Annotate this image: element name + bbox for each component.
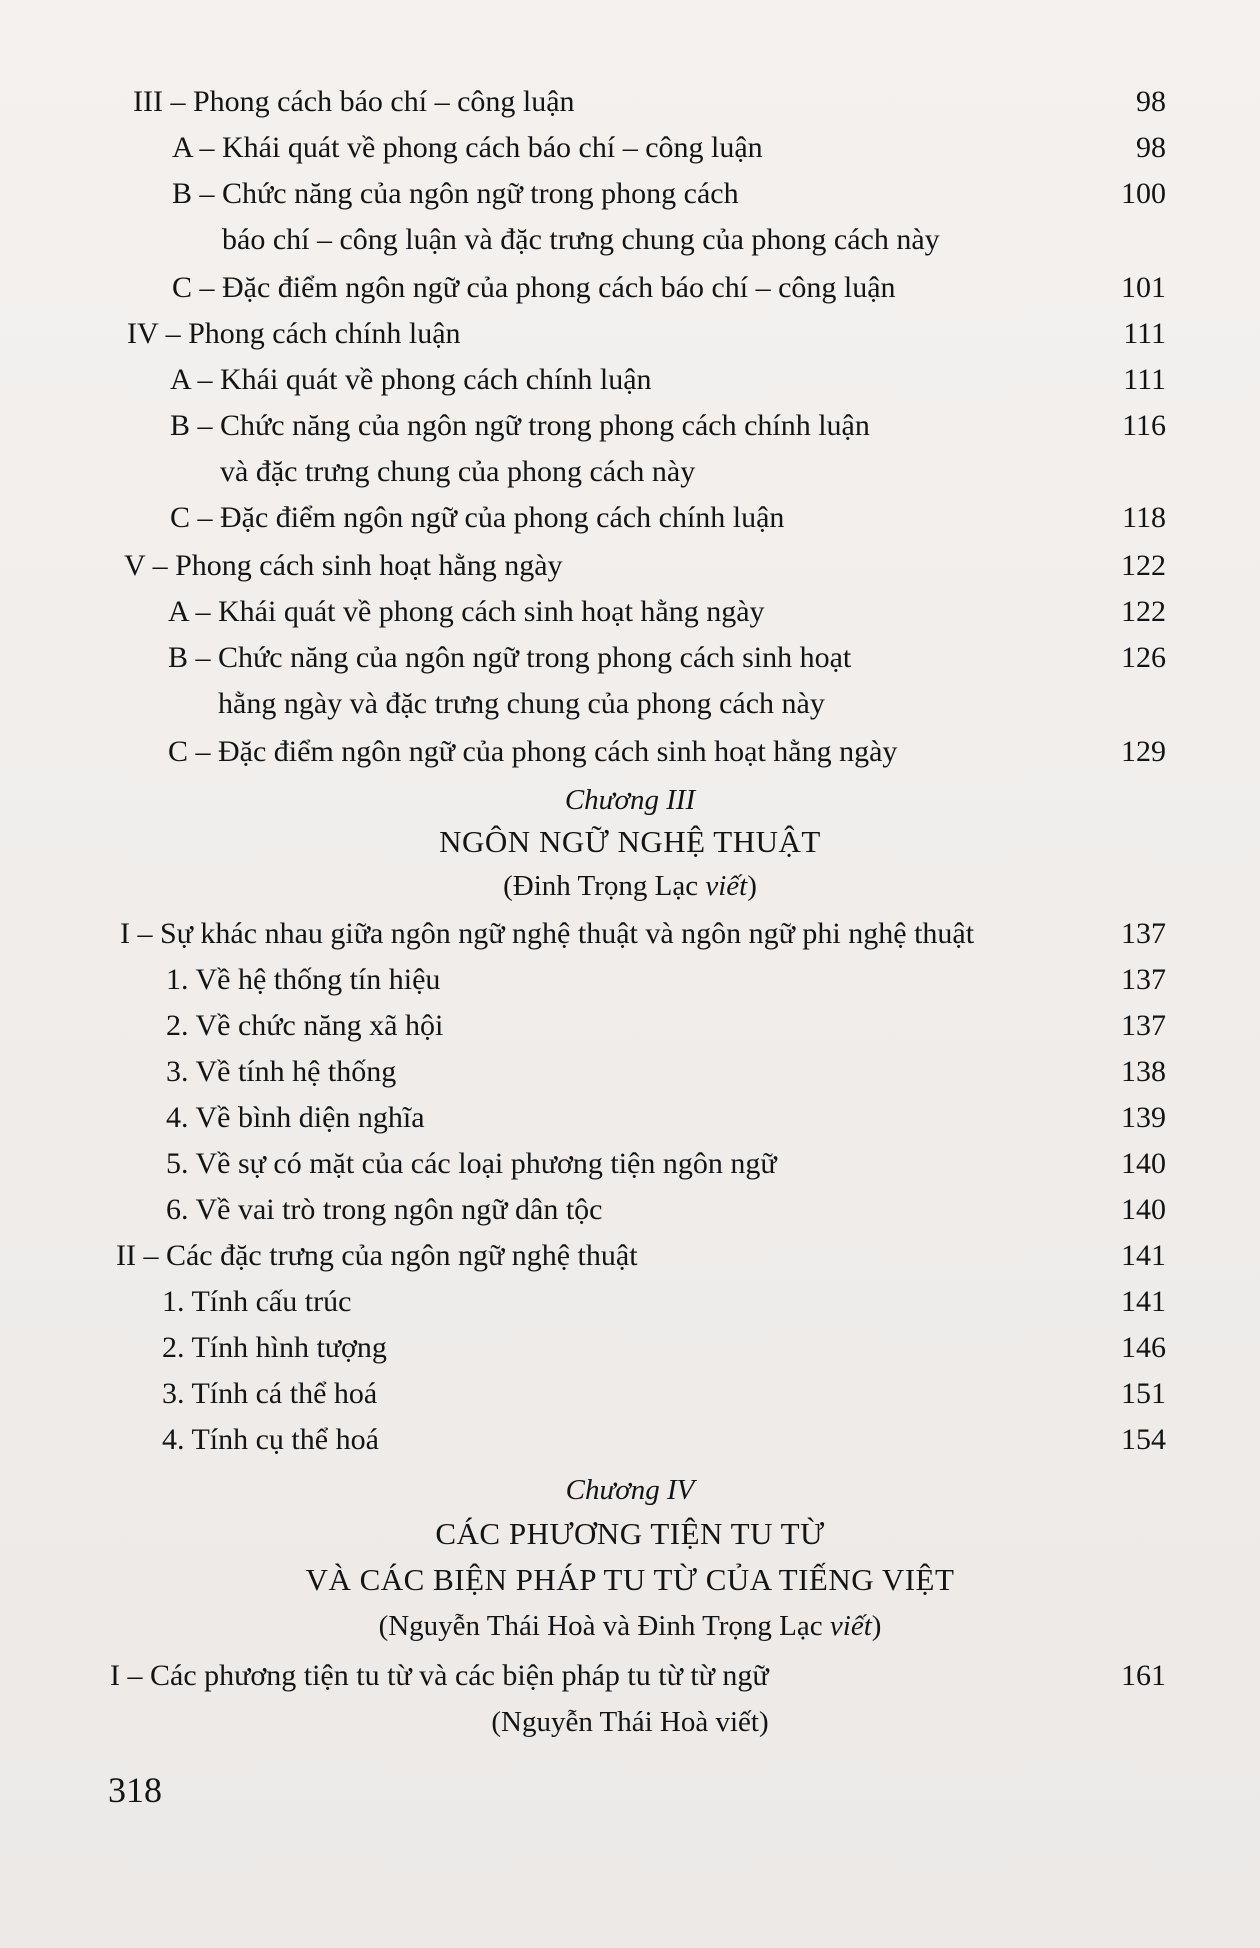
- toc-entry: [0, 1280, 1260, 1324]
- toc-entry-text: B – Chức năng của ngôn ngữ trong phong cách: [172, 177, 739, 210]
- toc-entry-page: 111: [1123, 363, 1166, 396]
- toc-entry-page: 161: [1121, 1659, 1166, 1692]
- chapter-title: NGÔN NGỮ NGHỆ THUẬT: [439, 824, 821, 859]
- toc-entry-text: V – Phong cách sinh hoạt hằng ngày: [124, 549, 563, 582]
- toc-entry-text: I – Các phương tiện tu từ và các biện pháp tu từ từ ngữ: [110, 1659, 769, 1692]
- toc-entry-text: 4. Tính cụ thể hoá: [162, 1423, 379, 1456]
- toc-entry: [0, 126, 1260, 170]
- toc-entry-text: II – Các đặc trưng của ngôn ngữ nghệ thuật: [116, 1239, 638, 1272]
- toc-entry: [0, 1234, 1260, 1278]
- byline-verb: viết: [705, 870, 748, 902]
- toc-entry-page: 137: [1121, 917, 1166, 950]
- toc-entry-continuation: [0, 450, 1260, 494]
- toc-entry-text: A – Khái quát về phong cách báo chí – công luận: [172, 131, 763, 164]
- toc-entry-text: 5. Về sự có mặt của các loại phương tiện ngôn ngữ: [166, 1147, 777, 1180]
- toc-entry: [0, 496, 1260, 540]
- toc-entry-page: 137: [1121, 1009, 1166, 1042]
- toc-entry: [0, 1004, 1260, 1048]
- toc-entry: [0, 636, 1260, 680]
- toc-entry-page: 151: [1121, 1377, 1166, 1410]
- toc-entry-text: báo chí – công luận và đặc trưng chung của phong cách này: [222, 223, 940, 256]
- toc-entry: [0, 912, 1260, 956]
- toc-entry: [0, 590, 1260, 634]
- toc-entry-page: 141: [1121, 1239, 1166, 1272]
- toc-entry-text: C – Đặc điểm ngôn ngữ của phong cách sinh hoạt hằng ngày: [168, 735, 898, 768]
- toc-entry: [0, 1050, 1260, 1094]
- toc-entry: [0, 312, 1260, 356]
- toc-entry: [0, 266, 1260, 310]
- toc-entry-text: I – Sự khác nhau giữa ngôn ngữ nghệ thuật và ngôn ngữ phi nghệ thuật: [120, 917, 975, 950]
- toc-entry-text: III – Phong cách báo chí – công luận: [133, 85, 575, 118]
- chapter-label: Chương IV: [565, 1474, 695, 1506]
- toc-entry: [0, 404, 1260, 448]
- toc-entry: [0, 80, 1260, 124]
- page-number: 318: [108, 1770, 162, 1810]
- toc-entry-page: 141: [1121, 1285, 1166, 1318]
- toc-entry-page: 137: [1121, 963, 1166, 996]
- toc-entry-page: 101: [1121, 271, 1166, 304]
- toc-entry-text: B – Chức năng của ngôn ngữ trong phong cách chính luận: [170, 409, 870, 442]
- byline-close: ): [747, 870, 757, 902]
- toc-entry-page: 98: [1136, 85, 1166, 118]
- toc-entry-page: 122: [1121, 549, 1166, 582]
- toc-entry-page: 140: [1121, 1193, 1166, 1226]
- toc-entry-text: 4. Về bình diện nghĩa: [166, 1101, 425, 1134]
- toc-entry-text: 2. Tính hình tượng: [162, 1331, 387, 1364]
- chapter-title-line1: CÁC PHƯƠNG TIỆN TU TỪ: [435, 1516, 825, 1551]
- chapter-byline: [0, 864, 1260, 908]
- toc-entry-text: A – Khái quát về phong cách sinh hoạt hằng ngày: [168, 595, 765, 628]
- toc-entry: [0, 1188, 1260, 1232]
- toc-entry-page: 146: [1121, 1331, 1166, 1364]
- toc-entry-text: B – Chức năng của ngôn ngữ trong phong cách sinh hoạt: [168, 641, 852, 674]
- toc-entry-page: 139: [1121, 1101, 1166, 1134]
- byline-close: ): [871, 1610, 882, 1642]
- toc-entry-page: 111: [1123, 317, 1166, 350]
- byline-verb: viết: [829, 1610, 872, 1642]
- toc-entry-page: 126: [1121, 641, 1166, 674]
- byline-authors: (Nguyễn Thái Hoà và Đinh Trọng Lạc: [378, 1610, 830, 1642]
- toc-entry-page: 100: [1121, 177, 1166, 210]
- toc-entry-text: C – Đặc điểm ngôn ngữ của phong cách chính luận: [170, 501, 785, 534]
- toc-entry-text: 2. Về chức năng xã hội: [166, 1009, 444, 1042]
- toc-entry-continuation: [0, 218, 1260, 262]
- toc-entry-page: 122: [1121, 595, 1166, 628]
- toc-entry: [0, 958, 1260, 1002]
- toc-entry-page: 98: [1136, 131, 1166, 164]
- chapter-label: Chương III: [564, 784, 696, 816]
- toc-entry-text: IV – Phong cách chính luận: [127, 317, 461, 350]
- byline-authors: (Đinh Trọng Lạc: [503, 870, 706, 902]
- toc-entry: [0, 1372, 1260, 1416]
- toc-entry-page: 118: [1122, 501, 1166, 534]
- toc-entry: [0, 358, 1260, 402]
- toc-entry-page: 116: [1122, 409, 1166, 442]
- toc-entry: [0, 172, 1260, 216]
- toc-entry: [0, 1142, 1260, 1186]
- toc-entry: [0, 1096, 1260, 1140]
- toc-entry-text: 6. Về vai trò trong ngôn ngữ dân tộc: [166, 1193, 603, 1226]
- toc-entry-text: 3. Tính cá thể hoá: [162, 1377, 378, 1410]
- chapter-byline: [0, 1604, 1260, 1648]
- toc-entry-text: 1. Tính cấu trúc: [162, 1285, 352, 1318]
- toc-entry-page: 154: [1121, 1423, 1166, 1456]
- toc-entry-page: 138: [1121, 1055, 1166, 1088]
- toc-entry-text: 1. Về hệ thống tín hiệu: [166, 963, 441, 996]
- toc-entry-text: hằng ngày và đặc trưng chung của phong cách này: [218, 687, 825, 720]
- section-byline: (Nguyễn Thái Hoà viết): [491, 1706, 769, 1738]
- toc-entry: [0, 1418, 1260, 1462]
- toc-entry-text: 3. Về tính hệ thống: [166, 1055, 397, 1088]
- toc-entry: [0, 730, 1260, 774]
- toc-entry: [0, 1326, 1260, 1370]
- toc-entry-text: C – Đặc điểm ngôn ngữ của phong cách báo chí – công luận: [172, 271, 896, 304]
- toc-entry: [0, 1654, 1260, 1698]
- toc-entry-page: 129: [1121, 735, 1166, 768]
- toc-entry-text: và đặc trưng chung của phong cách này: [220, 455, 696, 488]
- toc-entry: [0, 544, 1260, 588]
- chapter-title-line2: VÀ CÁC BIỆN PHÁP TU TỪ CỦA TIẾNG VIỆT: [305, 1562, 955, 1597]
- toc-entry-page: 140: [1121, 1147, 1166, 1180]
- toc-entry-continuation: [0, 682, 1260, 726]
- toc-entry-text: A – Khái quát về phong cách chính luận: [170, 363, 652, 396]
